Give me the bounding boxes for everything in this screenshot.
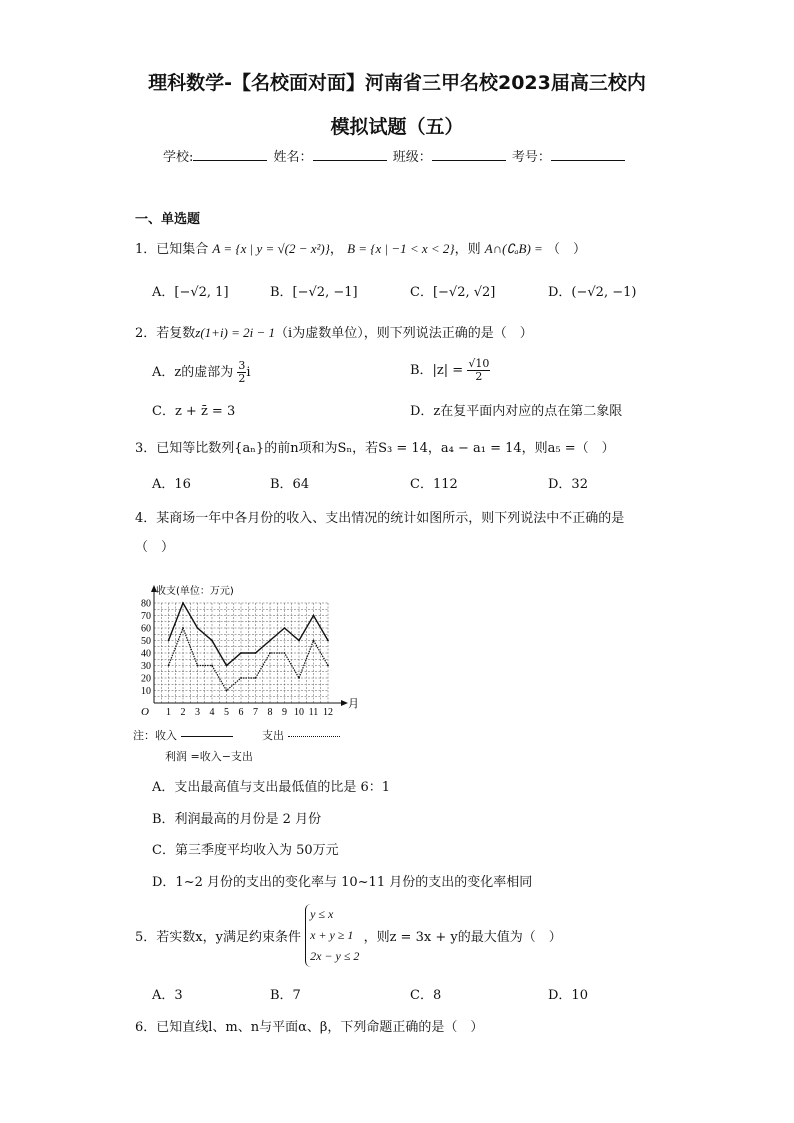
q2-a-post: i (246, 365, 251, 380)
q1-option-b: B．[−√2, −1] (270, 285, 358, 300)
question-5 (135, 904, 562, 967)
expense-point (226, 690, 228, 692)
q1-expr: A∩(∁ₐB) = (484, 241, 543, 256)
question-2 (135, 322, 533, 341)
q2-option-d: D．z在复平面内对应的点在第二象限 (410, 404, 623, 419)
section-heading: 一、单选题 (135, 212, 201, 227)
x-tick-label: 4 (209, 707, 215, 718)
chart-title: 收支(单位：万元) (156, 586, 234, 597)
school-label: 学校: (163, 150, 194, 165)
legend-expense-line (288, 736, 340, 737)
q3-option-c: C．112 (410, 477, 458, 492)
q1-set-a: A = {x | y = √(2 − x²)} (212, 241, 330, 256)
origin-label: O (141, 706, 149, 718)
q2-option-b (410, 358, 490, 383)
expense-point (298, 677, 300, 679)
income-point (269, 640, 271, 642)
income-point (327, 640, 329, 642)
q2-b-num: √10 (468, 357, 490, 370)
q1-paren: （ ） (546, 242, 586, 257)
legend-income-label: 注：收入 (133, 729, 177, 742)
question-6: 6．已知直线l、m、n与平面α、β，下列命题正确的是（ ） (135, 1020, 484, 1035)
q1-option-d: D．(−√2, −1) (548, 285, 637, 300)
q2-option-c: C．z + z̄ = 3 (152, 404, 236, 419)
income-point (298, 640, 300, 642)
y-tick-label: 60 (141, 623, 151, 635)
q3-option-d: D．32 (548, 477, 588, 492)
class-label: 班级： (392, 150, 432, 165)
q2-a-text: A．z的虚部为 (152, 365, 234, 380)
q2-condition: z(1+i) = 2i − 1 (195, 325, 276, 340)
q2-b-fraction (467, 358, 490, 383)
y-tick-label: 70 (141, 611, 151, 622)
x-tick-label: 5 (224, 707, 229, 718)
school-blank (193, 148, 267, 161)
q5-option-c: C．8 (410, 988, 442, 1003)
q1-option-a: A．[−√2, 1] (152, 285, 229, 300)
x-tick-label: 12 (323, 707, 333, 718)
q4-option-c: C．第三季度平均收入为 50万元 (152, 843, 339, 858)
student-info-row (163, 146, 627, 165)
question-3: 3．已知等比数列{aₙ}的前n项和为Sₙ，若S₃ = 14，a₄ − a₁ = 14，则a₅ =（ ） (135, 441, 615, 456)
q3-option-b: B．64 (270, 477, 310, 492)
x-tick-label: 10 (294, 707, 304, 718)
q5-stem: 5．若实数x，y满足约束条件 (135, 930, 301, 945)
q2-a-num: 3 (238, 359, 246, 372)
y-tick-label: 20 (141, 673, 151, 685)
y-tick-label: 30 (141, 661, 151, 672)
income-point (240, 652, 242, 654)
y-tick-label: 40 (141, 648, 151, 660)
expense-point (197, 665, 199, 667)
chart-profit-note: 利润 =收入−支出 (165, 750, 253, 763)
q5-option-a: A．3 (152, 988, 183, 1003)
q4-option-b: B．利润最高的月份是 2 月份 (152, 812, 322, 827)
x-axis-arrow (341, 700, 348, 706)
x-tick-label: 8 (267, 707, 273, 718)
q2-stem: 2．若复数 (135, 326, 196, 341)
q5-constraint-1: y ≤ x (310, 907, 334, 921)
x-tick-label: 2 (180, 707, 186, 718)
income-point (226, 665, 228, 667)
legend-income-line (181, 736, 233, 737)
y-tick-label: 10 (141, 686, 151, 697)
expense-point (211, 665, 213, 667)
expense-point (284, 652, 286, 654)
name-blank (313, 148, 387, 161)
page-subtitle: 模拟试题（五） (330, 116, 464, 138)
question-1: 1．已知集合 A = {x | y = √(2 − x²)}， B = {x | −1 < x < 2}，则 A∩(∁ₐB) = （ ） (135, 241, 586, 257)
x-tick-label: 1 (166, 707, 171, 718)
income-point (182, 602, 184, 604)
q4-option-a: A．支出最高值与支出最低值的比是 6：1 (152, 780, 391, 795)
x-tick-label: 9 (282, 707, 287, 718)
q2-option-a (152, 360, 251, 385)
chart-legend (133, 727, 340, 743)
q3-option-a: A．16 (152, 477, 191, 492)
q5-tail: ，则z = 3x + y的最大值为（ ） (363, 930, 562, 945)
q5-constraint-system (305, 904, 359, 967)
question-4: 4．某商场一年中各月份的收入、支出情况的统计如图所示，则下列说法中不正确的是 (135, 511, 625, 526)
x-tick-label: 7 (253, 707, 258, 718)
x-tick-label: 6 (238, 707, 244, 718)
income-point (313, 615, 315, 617)
q5-constraint-3: 2x − y ≤ 2 (310, 949, 360, 963)
name-label: 姓名： (273, 150, 313, 165)
q2-b-den: 2 (475, 370, 483, 383)
expense-point (240, 677, 242, 679)
income-point (197, 627, 199, 629)
y-tick-label: 80 (141, 598, 151, 610)
exam-number-blank (551, 148, 625, 161)
q1-stem: 1．已知集合 (135, 242, 209, 257)
income-point (284, 627, 286, 629)
x-axis-label: 月 (348, 697, 359, 710)
legend-expense-label: 支出 (262, 729, 284, 742)
x-tick-label: 11 (308, 707, 319, 718)
q1-ask: ，则 (454, 242, 481, 257)
q5-constraint-2: x + y ≥ 1 (310, 928, 354, 942)
expense-point (313, 640, 315, 642)
q1-set-b: B = {x | −1 < x < 2} (347, 241, 455, 256)
q2-a-den: 2 (238, 372, 246, 385)
income-point (168, 640, 170, 642)
expense-point (168, 665, 170, 667)
x-tick-label: 3 (195, 707, 200, 718)
q2-tail: （i为虚数单位），则下列说法正确的是（ ） (275, 326, 533, 341)
expense-point (255, 677, 257, 679)
expense-point (182, 627, 184, 629)
question-4-paren: （ ） (135, 540, 175, 555)
q1-option-c: C．[−√2, √2] (410, 285, 496, 300)
income-expense-chart (130, 572, 360, 732)
income-point (255, 652, 257, 654)
exam-number-label: 考号： (511, 150, 551, 165)
q5-option-d: D．10 (548, 988, 588, 1003)
q5-option-b: B．7 (270, 988, 301, 1003)
q4-option-d: D．1~2 月份的支出的变化率与 10~11 月份的支出的变化率相同 (152, 875, 533, 890)
class-blank (432, 148, 506, 161)
q2-b-text: B．|z| = (410, 363, 464, 378)
expense-point (269, 652, 271, 654)
income-point (211, 640, 213, 642)
expense-point (327, 665, 329, 667)
y-tick-label: 50 (141, 636, 151, 647)
page-title: 理科数学-【名校面对面】河南省三甲名校2023届高三校内 (148, 72, 646, 94)
